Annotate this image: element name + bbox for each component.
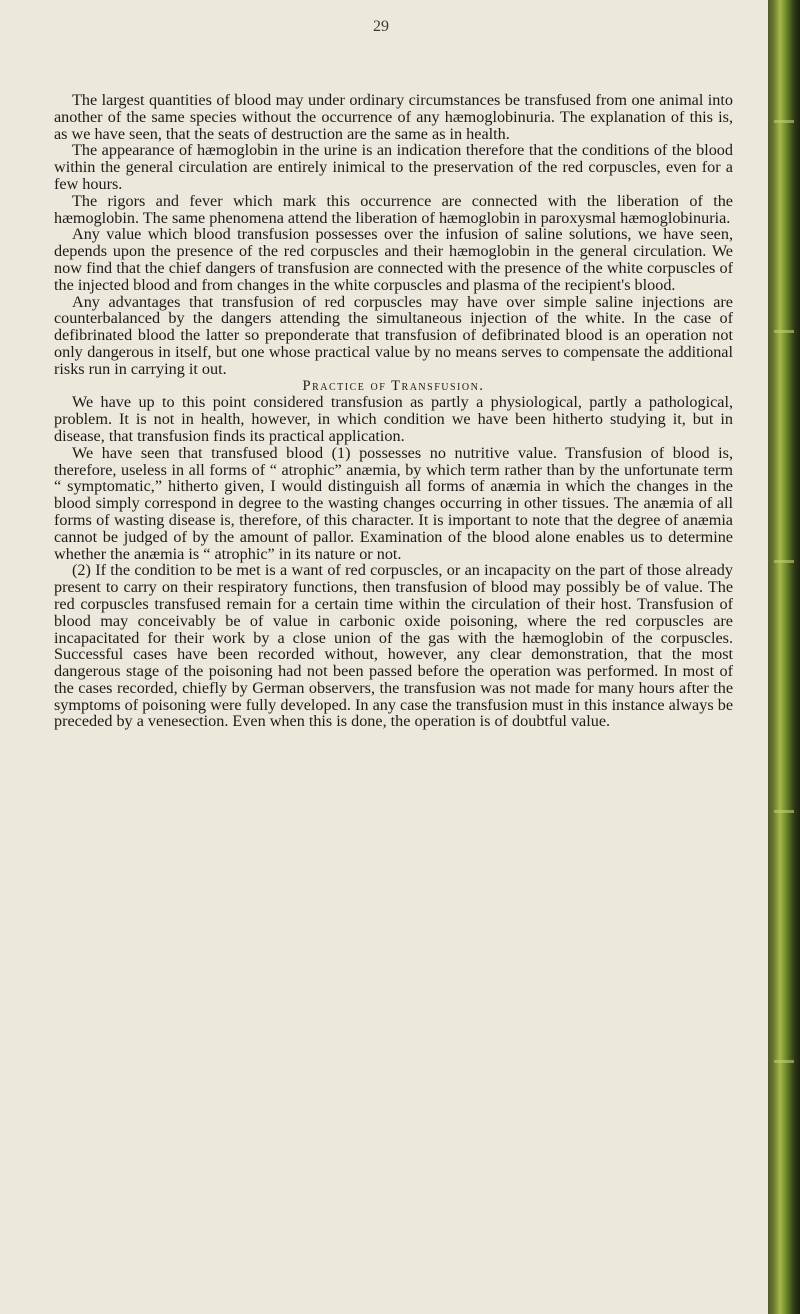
cover-texture-stripe — [774, 560, 794, 563]
cover-texture-stripe — [774, 810, 794, 813]
section-heading: Practice of Transfusion. — [302, 377, 485, 394]
paragraph: We have up to this point considered transfusion as partly a physiological, partly a pathological, problem. It is not in health, however, in which condition we have been hitherto studying it, but in disease, that transfusion finds its practical application. — [54, 393, 733, 445]
paragraph: The rigors and fever which mark this occurrence are connected with the liberation of the hæmoglobin. The same phenomena attend the liberation of hæmoglobin in paroxysmal hæmoglobinuria. — [54, 191, 733, 227]
book-cover-edge — [768, 0, 800, 1314]
cover-texture-stripe — [774, 120, 794, 123]
paragraph: Any value which blood transfusion possesses over the infusion of saline solutions, we have seen, depends upon the presence of the red corpuscles and their hæmoglobin in the general circulation. We now find that the chief dangers of transfusion are connected with the presence of the white corpuscles of the injected blood and from changes in the white corpuscles and plasma of the recipient's blood. — [54, 225, 733, 294]
paragraph: We have seen that transfused blood (1) possesses no nutritive value. Transfusion of blood is, therefore, useless in all forms of “ atrophic” anæmia, by which term rather than by the unfortunate term “ symptomatic,” hitherto given, I would distinguish all forms of anæmia in which the changes in the blood simply correspond in degree to the wasting changes occurring in other tissues. The anæmia of all forms of wasting disease is, therefore, of this character. It is important to note that the degree of anæmia cannot be judged of by the amount of pallor. Examination of the blood alone enables us to determine whether the anæmia is “ atrophic” in its nature or not. — [54, 443, 733, 563]
paragraph: (2) If the condition to be met is a want of red corpuscles, or an incapacity on the part of those already present to carry on their respiratory functions, then transfusion of blood may possibly be of value. The red corpuscles transfused remain for a certain time within the circulation of their host. Transfusion of blood may conceivably be of value in carbonic oxide poisoning, where the red corpuscles are incapacitated for their work by a close union of the gas with the hæmoglobin of the corpuscles. Successful cases have been recorded without, however, any clear demonstration, that the most dangerous stage of the poisoning had not been passed before the operation was performed. In most of the cases recorded, chiefly by German observers, the transfusion was not made for many hours after the symptoms of poisoning were fully developed. In any case the transfusion must in this instance always be preceded by a venesection. Even when this is done, the operation is of doubtful value. — [54, 561, 733, 731]
body-text — [54, 92, 733, 730]
cover-texture-stripe — [774, 330, 794, 333]
page-number: 29 — [373, 18, 389, 35]
cover-texture-stripe — [774, 1060, 794, 1063]
paragraph: The appearance of hæmoglobin in the urine is an indication therefore that the conditions of the blood within the general circulation are entirely inimical to the preservation of the red corpuscles, even for a few hours. — [54, 141, 733, 193]
paragraph: Any advantages that transfusion of red corpuscles may have over simple saline injections are counterbalanced by the dangers attending the simultaneous injection of the white. In the case of defibrinated blood the latter so preponderate that transfusion of defibrinated blood is an operation not only dangerous in itself, but one whose practical value by no means serves to compensate the additional risks run in carrying it out. — [54, 292, 733, 378]
paragraph: The largest quantities of blood may under ordinary circumstances be transfused from one animal into another of the same species without the occurrence of any hæmoglobinuria. The explanation of this is, as we have seen, that the seats of destruction are the same as in health. — [54, 91, 733, 143]
